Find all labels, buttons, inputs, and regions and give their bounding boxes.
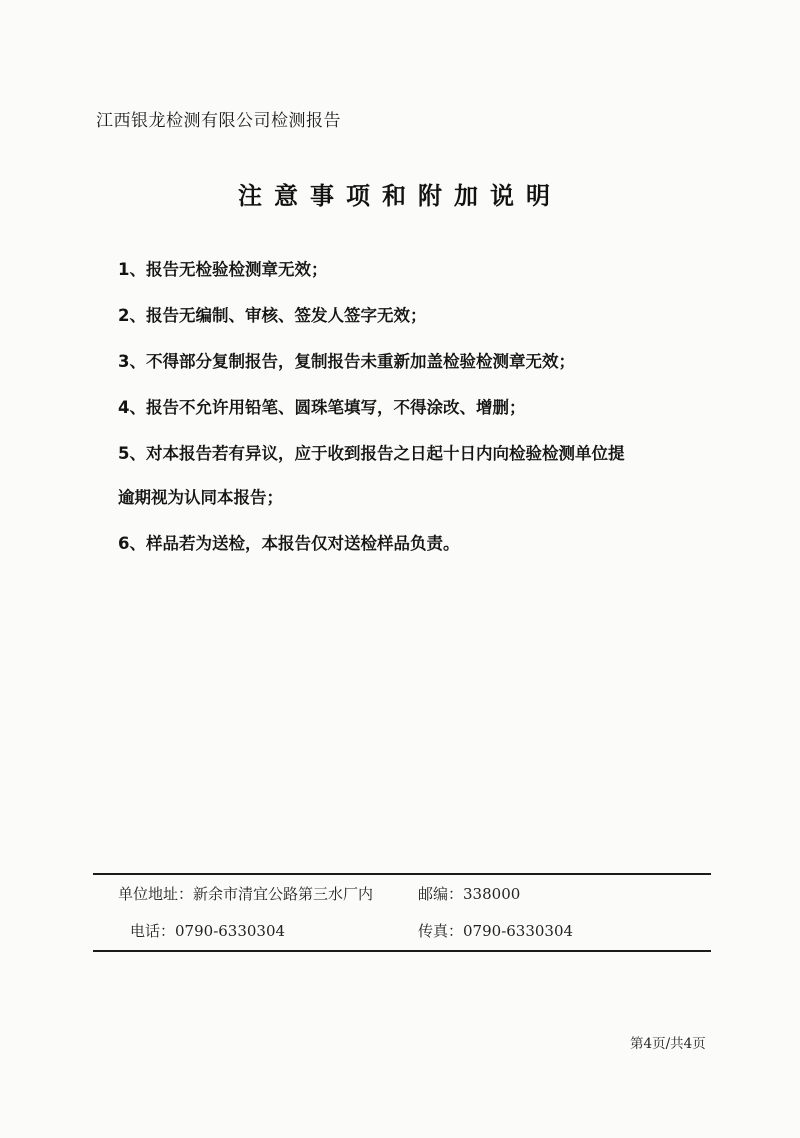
note-item-6 <box>118 532 718 555</box>
phone-value: 0790-6330304 <box>175 922 286 940</box>
postcode-value: 338000 <box>463 885 521 903</box>
note-number: 3、 <box>118 352 146 371</box>
footer-divider-bottom <box>93 950 711 952</box>
note-item-2 <box>118 304 718 327</box>
postcode-label: 邮编： <box>418 885 464 903</box>
footer-divider-top <box>93 873 711 875</box>
phone-label: 电话： <box>130 922 176 940</box>
notes-list <box>118 258 718 578</box>
address <box>118 883 373 904</box>
fax-label: 传真： <box>418 922 464 940</box>
note-item-5 <box>118 442 718 509</box>
note-text: 样品若为送检，本报告仅对送检样品负责。 <box>145 534 460 553</box>
note-item-4 <box>118 396 718 419</box>
note-text: 报告不允许用铅笔、圆珠笔填写，不得涂改、增删； <box>145 398 526 417</box>
note-number: 6、 <box>118 534 146 553</box>
note-number: 2、 <box>118 306 146 325</box>
note-continuation: 逾期视为认同本报告； <box>118 488 283 507</box>
note-number: 5、 <box>118 444 146 463</box>
note-item-3 <box>118 350 718 373</box>
fax <box>418 920 573 941</box>
page-number: 第4页/共4页 <box>630 1036 706 1052</box>
note-text: 对本报告若有异议，应于收到报告之日起十日内向检验检测单位提 <box>145 444 625 463</box>
fax-value: 0790-6330304 <box>463 922 574 940</box>
note-number: 1、 <box>118 260 146 279</box>
report-header: 江西银龙检测有限公司检测报告 <box>96 111 341 131</box>
postcode <box>418 883 520 904</box>
note-text: 报告无编制、审核、签发人签字无效； <box>145 306 427 325</box>
address-label: 单位地址： <box>118 885 194 903</box>
page-title: 注意事项和附加说明 <box>238 182 562 210</box>
address-value: 新余市清宜公路第三水厂内 <box>193 885 374 903</box>
note-text: 不得部分复制报告，复制报告未重新加盖检验检测章无效； <box>145 352 575 371</box>
phone <box>130 920 285 941</box>
note-item-1 <box>118 258 718 281</box>
note-number: 4、 <box>118 398 146 417</box>
note-text: 报告无检验检测章无效； <box>145 260 328 279</box>
